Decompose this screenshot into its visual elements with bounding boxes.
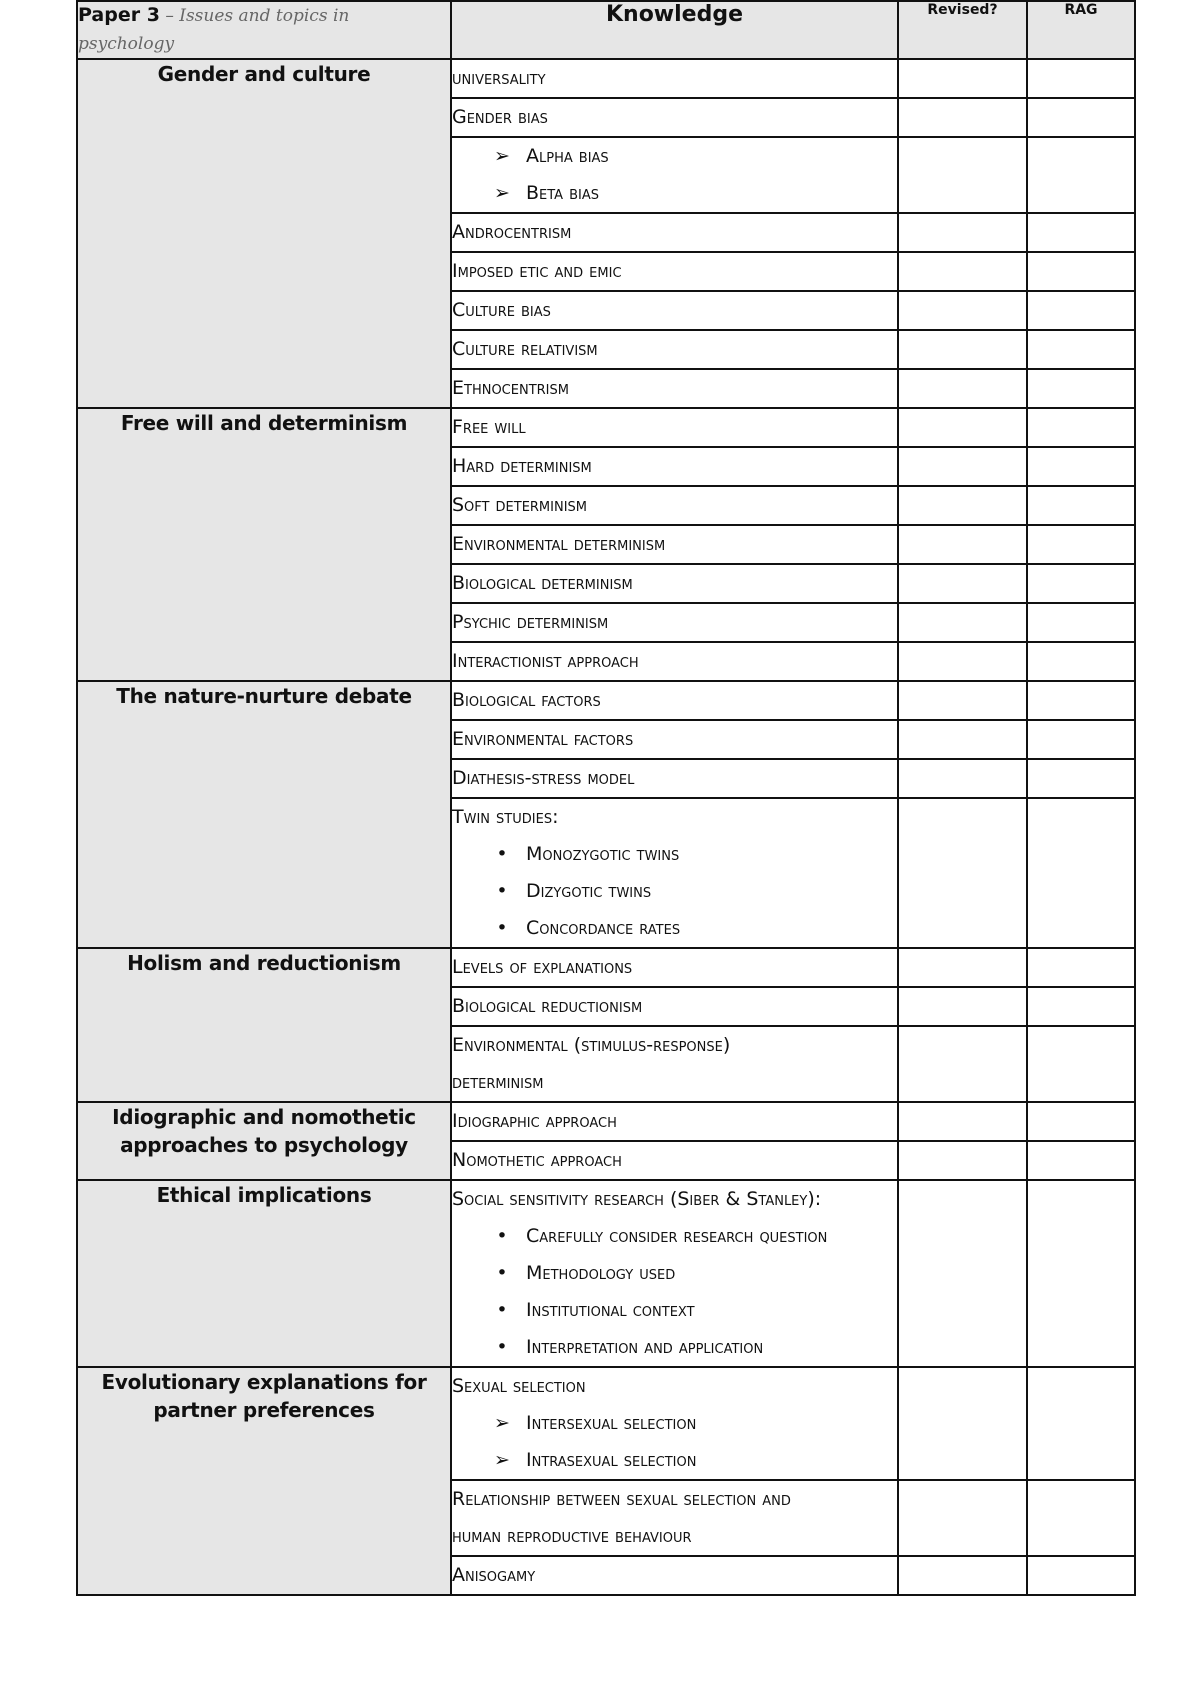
knowledge-cell — [451, 1180, 898, 1367]
topic-heading: Idiographic and nomothetic approaches to psychology — [77, 1102, 451, 1180]
paper-title-header — [77, 1, 451, 59]
knowledge-cell — [451, 525, 898, 564]
topic-heading: The nature-nurture debate — [77, 681, 451, 948]
rag-cell[interactable] — [1027, 213, 1135, 252]
revised-column-header: Revised? — [898, 1, 1027, 59]
knowledge-cell — [451, 486, 898, 525]
rag-cell[interactable] — [1027, 330, 1135, 369]
knowledge-subitem-label: Methodology used — [526, 1262, 676, 1284]
rag-cell[interactable] — [1027, 1141, 1135, 1180]
knowledge-cell — [451, 291, 898, 330]
knowledge-item: Environmental factors — [452, 728, 634, 750]
knowledge-subitem-label: Institutional context — [526, 1299, 695, 1321]
revised-cell[interactable] — [898, 213, 1027, 252]
revised-cell[interactable] — [898, 1180, 1027, 1367]
revised-cell[interactable] — [898, 798, 1027, 948]
knowledge-item: universality — [452, 67, 546, 89]
table-row — [77, 681, 1135, 720]
rag-cell[interactable] — [1027, 759, 1135, 798]
knowledge-cell — [451, 1141, 898, 1180]
knowledge-subitem — [452, 1442, 897, 1479]
rag-cell[interactable] — [1027, 1367, 1135, 1480]
knowledge-cell — [451, 1367, 898, 1480]
revised-cell[interactable] — [898, 291, 1027, 330]
revised-cell[interactable] — [898, 59, 1027, 98]
knowledge-item: Biological determinism — [452, 572, 633, 594]
rag-cell[interactable] — [1027, 486, 1135, 525]
rag-cell[interactable] — [1027, 987, 1135, 1026]
topic-heading: Evolutionary explanations for partner preferences — [77, 1367, 451, 1595]
rag-column-header: RAG — [1027, 1, 1135, 59]
knowledge-subitem-label: Interpretation and application — [526, 1336, 764, 1358]
rag-cell[interactable] — [1027, 252, 1135, 291]
header-row — [77, 1, 1135, 59]
knowledge-item: human reproductive behaviour — [452, 1525, 692, 1547]
knowledge-item: Diathesis-stress model — [452, 767, 635, 789]
rag-cell[interactable] — [1027, 681, 1135, 720]
revised-cell[interactable] — [898, 330, 1027, 369]
rag-cell[interactable] — [1027, 447, 1135, 486]
bullet-icon: • — [496, 1225, 508, 1247]
revised-cell[interactable] — [898, 525, 1027, 564]
knowledge-cell — [451, 1102, 898, 1141]
revised-cell[interactable] — [898, 1102, 1027, 1141]
bullet-icon: • — [496, 1262, 508, 1284]
knowledge-item: Soft determinism — [452, 494, 588, 516]
revised-cell[interactable] — [898, 603, 1027, 642]
knowledge-item: Nomothetic approach — [452, 1149, 622, 1171]
knowledge-item: Ethnocentrism — [452, 377, 569, 399]
knowledge-cell — [451, 447, 898, 486]
rag-cell[interactable] — [1027, 59, 1135, 98]
knowledge-subitem — [452, 175, 897, 212]
revised-cell[interactable] — [898, 987, 1027, 1026]
knowledge-item: Biological reductionism — [452, 995, 643, 1017]
rag-cell[interactable] — [1027, 408, 1135, 447]
knowledge-cell — [451, 564, 898, 603]
knowledge-item: Psychic determinism — [452, 611, 609, 633]
checklist-body — [77, 59, 1135, 1595]
rag-cell[interactable] — [1027, 1556, 1135, 1595]
rag-cell[interactable] — [1027, 1480, 1135, 1556]
bullet-icon: • — [496, 880, 508, 902]
table-row — [77, 1180, 1135, 1367]
rag-cell[interactable] — [1027, 564, 1135, 603]
rag-cell[interactable] — [1027, 798, 1135, 948]
revised-cell[interactable] — [898, 720, 1027, 759]
rag-cell[interactable] — [1027, 525, 1135, 564]
knowledge-subitem — [452, 836, 897, 873]
knowledge-subitem-label: Carefully consider research question — [526, 1225, 828, 1247]
knowledge-subitem-label: Alpha bias — [526, 145, 609, 167]
revised-cell[interactable] — [898, 642, 1027, 681]
revised-cell[interactable] — [898, 1141, 1027, 1180]
knowledge-item: Levels of explanations — [452, 956, 633, 978]
knowledge-subitem — [452, 138, 897, 175]
bullet-icon: • — [496, 1336, 508, 1358]
knowledge-item: Hard determinism — [452, 455, 592, 477]
revised-cell[interactable] — [898, 948, 1027, 987]
knowledge-item: Culture bias — [452, 299, 551, 321]
revised-cell[interactable] — [898, 252, 1027, 291]
knowledge-subitem — [452, 1292, 897, 1329]
table-row — [77, 408, 1135, 447]
arrow-bullet-icon: ➢ — [494, 1449, 510, 1471]
rag-cell[interactable] — [1027, 948, 1135, 987]
knowledge-item: Relationship between sexual selection and — [452, 1488, 791, 1510]
revised-cell[interactable] — [898, 1367, 1027, 1480]
knowledge-item: Anisogamy — [452, 1564, 536, 1586]
knowledge-subitem — [452, 1329, 897, 1366]
table-row — [77, 1367, 1135, 1480]
knowledge-item: Twin studies: — [452, 806, 559, 828]
knowledge-item: Culture relativism — [452, 338, 598, 360]
topic-heading: Gender and culture — [77, 59, 451, 408]
revised-cell[interactable] — [898, 1556, 1027, 1595]
knowledge-cell — [451, 798, 898, 948]
table-row — [77, 948, 1135, 987]
knowledge-cell — [451, 408, 898, 447]
table-row — [77, 59, 1135, 98]
knowledge-subitem — [452, 1255, 897, 1292]
rag-cell[interactable] — [1027, 369, 1135, 408]
knowledge-cell — [451, 1480, 898, 1556]
rag-cell[interactable] — [1027, 1180, 1135, 1367]
revised-cell[interactable] — [898, 759, 1027, 798]
knowledge-column-header: Knowledge — [451, 1, 898, 59]
knowledge-cell — [451, 948, 898, 987]
topic-heading: Ethical implications — [77, 1180, 451, 1367]
knowledge-item: Interactionist approach — [452, 650, 639, 672]
paper-title-bold: Paper 3 — [78, 4, 160, 26]
topic-heading: Holism and reductionism — [77, 948, 451, 1102]
knowledge-item: Idiographic approach — [452, 1110, 617, 1132]
knowledge-item: Environmental (stimulus-response) — [452, 1034, 731, 1056]
knowledge-subitem-label: Concordance rates — [526, 917, 681, 939]
bullet-icon: • — [496, 843, 508, 865]
revised-cell[interactable] — [898, 369, 1027, 408]
knowledge-subitem-label: Dizygotic twins — [526, 880, 652, 902]
knowledge-cell — [451, 720, 898, 759]
knowledge-cell — [451, 369, 898, 408]
paper-title-subtitle: – Issues and topics in psychology — [78, 6, 350, 54]
knowledge-item: Biological factors — [452, 689, 601, 711]
topic-heading: Free will and determinism — [77, 408, 451, 681]
knowledge-cell — [451, 98, 898, 137]
knowledge-cell — [451, 330, 898, 369]
rag-cell[interactable] — [1027, 137, 1135, 213]
arrow-bullet-icon: ➢ — [494, 182, 510, 204]
rag-cell[interactable] — [1027, 98, 1135, 137]
rag-cell[interactable] — [1027, 291, 1135, 330]
knowledge-cell — [451, 213, 898, 252]
knowledge-item: Sexual selection — [452, 1375, 586, 1397]
knowledge-cell — [451, 137, 898, 213]
knowledge-cell — [451, 759, 898, 798]
knowledge-cell — [451, 987, 898, 1026]
knowledge-subitem — [452, 873, 897, 910]
rag-cell[interactable] — [1027, 720, 1135, 759]
revised-cell[interactable] — [898, 1026, 1027, 1102]
revised-cell[interactable] — [898, 447, 1027, 486]
revision-checklist-table — [76, 0, 1136, 1596]
revised-cell[interactable] — [898, 681, 1027, 720]
rag-cell[interactable] — [1027, 1102, 1135, 1141]
knowledge-cell — [451, 1026, 898, 1102]
knowledge-item: determinism — [452, 1071, 544, 1093]
knowledge-subitem-label: Intersexual selection — [526, 1412, 697, 1434]
revised-cell[interactable] — [898, 486, 1027, 525]
knowledge-subitem-label: Intrasexual selection — [526, 1449, 697, 1471]
knowledge-item: Environmental determinism — [452, 533, 666, 555]
revised-cell[interactable] — [898, 564, 1027, 603]
knowledge-cell — [451, 59, 898, 98]
knowledge-cell — [451, 681, 898, 720]
knowledge-item: Social sensitivity research (Siber & Stanley): — [452, 1188, 822, 1210]
revised-cell[interactable] — [898, 98, 1027, 137]
knowledge-cell — [451, 252, 898, 291]
knowledge-cell — [451, 642, 898, 681]
bullet-icon: • — [496, 917, 508, 939]
bullet-icon: • — [496, 1299, 508, 1321]
knowledge-item: Gender bias — [452, 106, 548, 128]
knowledge-subitem — [452, 1218, 897, 1255]
knowledge-subitem — [452, 910, 897, 947]
rag-cell[interactable] — [1027, 642, 1135, 681]
knowledge-subitem — [452, 1405, 897, 1442]
knowledge-item: Free will — [452, 416, 526, 438]
revised-cell[interactable] — [898, 408, 1027, 447]
knowledge-cell — [451, 603, 898, 642]
table-row — [77, 1102, 1135, 1141]
arrow-bullet-icon: ➢ — [494, 1412, 510, 1434]
knowledge-subitem-label: Beta bias — [526, 182, 600, 204]
rag-cell[interactable] — [1027, 603, 1135, 642]
arrow-bullet-icon: ➢ — [494, 145, 510, 167]
revised-cell[interactable] — [898, 1480, 1027, 1556]
revised-cell[interactable] — [898, 137, 1027, 213]
knowledge-cell — [451, 1556, 898, 1595]
knowledge-item: Androcentrism — [452, 221, 572, 243]
rag-cell[interactable] — [1027, 1026, 1135, 1102]
knowledge-subitem-label: Monozygotic twins — [526, 843, 680, 865]
knowledge-item: Imposed etic and emic — [452, 260, 622, 282]
